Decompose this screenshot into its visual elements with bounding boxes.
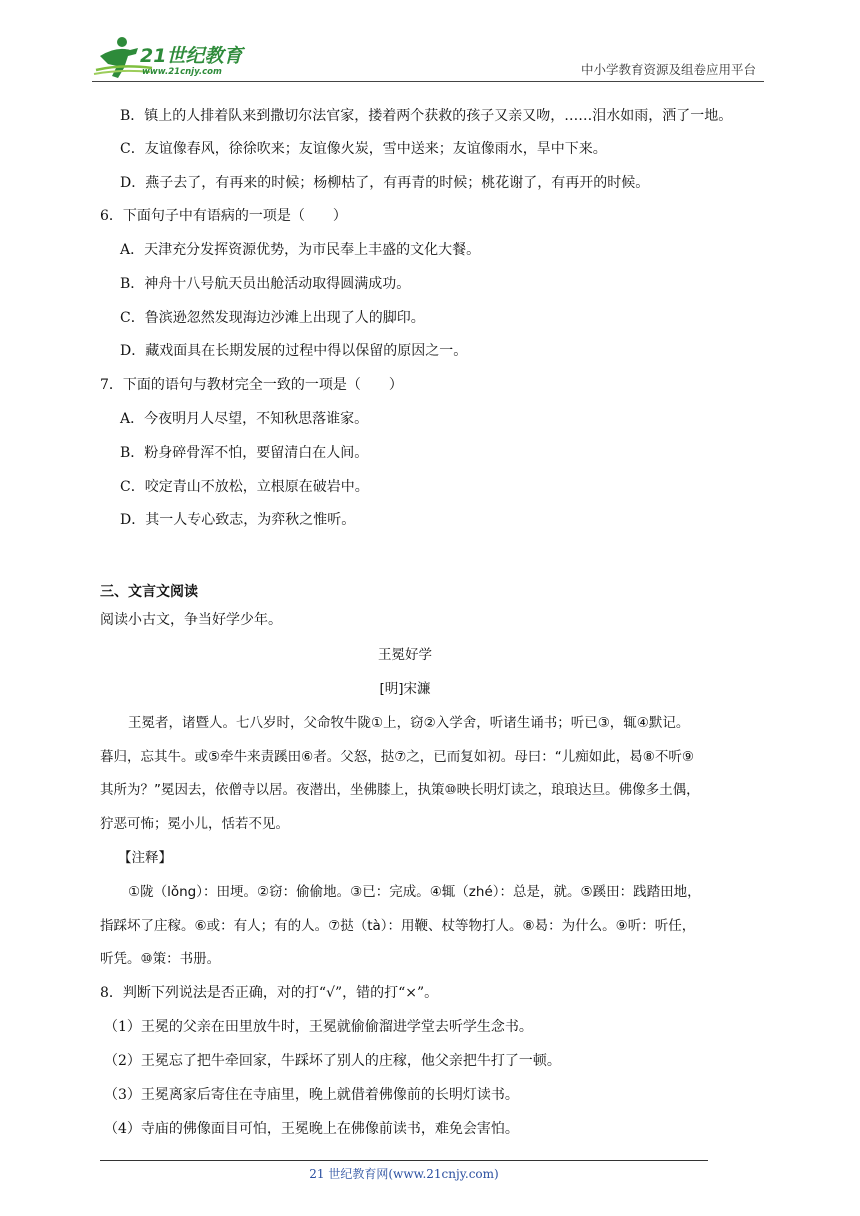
notes-line-3: 听凭。⑩策：书册。 — [100, 951, 221, 967]
header-divider — [92, 81, 764, 82]
q7-option-c: C．咬定青山不放松，立根原在破岩中。 — [120, 479, 369, 495]
question-8: 8．判断下列说法是否正确，对的打“√”，错的打“×”。 — [100, 985, 439, 1001]
platform-name: 中小学教育资源及组卷应用平台 — [580, 62, 756, 77]
footer-divider — [100, 1160, 708, 1161]
notes-line-2: 指踩坏了庄稼。⑥或：有人；有的人。⑦挞（tà）：用鞭、杖等物打人。⑧曷：为什么。⑨听：听任， — [100, 918, 696, 934]
page-header — [92, 34, 764, 82]
passage-line-1: 王冕者，诸暨人。七八岁时，父命牧牛陇①上，窃②入学舍，听诸生诵书；听已③，辄④默记。 — [128, 715, 690, 731]
section-heading: 三、文言文阅读 — [100, 584, 198, 600]
logo — [92, 34, 262, 80]
question-6: 6．下面句子中有语病的一项是（ ） — [100, 208, 347, 224]
q6-option-a: A．天津充分发挥资源优势，为市民奉上丰盛的文化大餐。 — [120, 242, 481, 258]
q5-option-c: C．友谊像春风，徐徐吹来；友谊像火炭，雪中送来；友谊像雨水，旱中下来。 — [120, 141, 607, 157]
runner-logo-icon — [92, 34, 262, 80]
notes-line-1: ①陇（lǒng）：田埂。②窃：偷偷地。③已：完成。④辄（zhé）：总是，就。⑤蹊田：践踏田地， — [128, 884, 701, 900]
q8-item-3: （3）王冕离家后寄住在寺庙里，晚上就借着佛像前的长明灯读书。 — [104, 1087, 519, 1103]
passage-line-4: 狞恶可怖；冕小儿，恬若不见。 — [100, 816, 289, 832]
logo-url: www.21cnjy.com — [142, 67, 222, 77]
passage-author: [明]宋濂 — [379, 681, 431, 697]
q7-option-b: B．粉身碎骨浑不怕，要留清白在人间。 — [120, 445, 369, 461]
q6-option-b: B．神舟十八号航天员出舱活动取得圆满成功。 — [120, 276, 411, 292]
q7-option-d: D．其一人专心致志，为弈秋之惟听。 — [120, 512, 356, 528]
notes-heading: 【注释】 — [118, 850, 172, 866]
q5-option-d: D．燕子去了，有再来的时候；杨柳枯了，有再青的时候；桃花谢了，有再开的时候。 — [120, 175, 650, 191]
q8-item-2: （2）王冕忘了把牛牵回家，牛踩坏了别人的庄稼，他父亲把牛打了一顿。 — [104, 1053, 561, 1069]
passage-title: 王冕好学 — [378, 647, 432, 663]
logo-text: 21世纪教育 — [140, 45, 243, 67]
passage-line-2: 暮归，忘其牛。或⑤牵牛来责蹊田⑥者。父怒，挞⑦之，已而复如初。母曰：“儿痴如此，曷⑧不听⑨ — [100, 749, 695, 765]
q5-option-b: B．镇上的人排着队来到撒切尔法官家，搂着两个获救的孩子又亲又吻，……泪水如雨，洒了一地。 — [120, 108, 733, 124]
footer-text: 21 世纪教育网(www.21cnjy.com) — [309, 1167, 499, 1181]
q8-item-1: （1）王冕的父亲在田里放牛时，王冕就偷偷溜进学堂去听学生念书。 — [104, 1019, 533, 1035]
section-instruction: 阅读小古文，争当好学少年。 — [100, 612, 282, 628]
q6-option-c: C．鲁滨逊忽然发现海边沙滩上出现了人的脚印。 — [120, 310, 425, 326]
q6-option-d: D．藏戏面具在长期发展的过程中得以保留的原因之一。 — [120, 343, 468, 359]
question-7: 7．下面的语句与教材完全一致的一项是（ ） — [100, 377, 403, 393]
passage-line-3: 其所为？”冕因去，依僧寺以居。夜潜出，坐佛膝上，执策⑩映长明灯读之，琅琅达旦。佛像多土偶， — [100, 782, 700, 798]
q8-item-4: （4）寺庙的佛像面目可怕，王冕晚上在佛像前读书，难免会害怕。 — [104, 1121, 519, 1137]
q7-option-a: A．今夜明月人尽望，不知秋思落谁家。 — [120, 411, 369, 427]
